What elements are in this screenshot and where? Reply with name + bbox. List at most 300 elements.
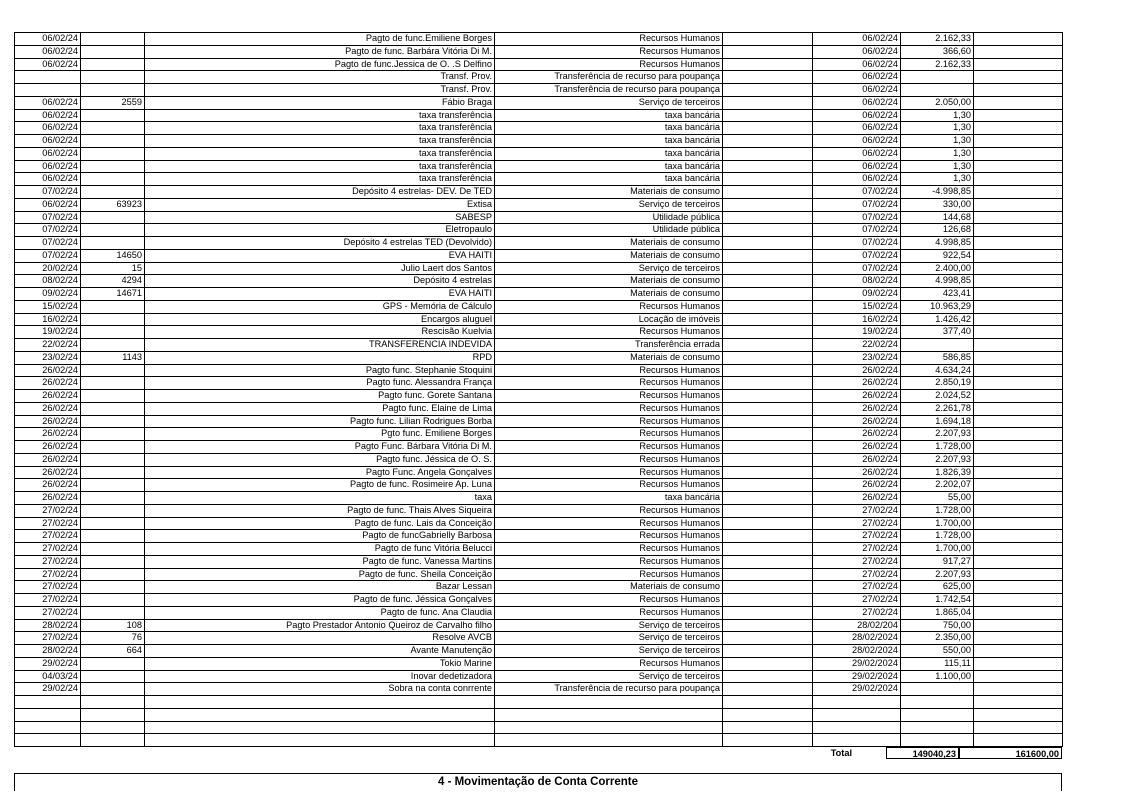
category-cell: Materiais de consumo (495, 288, 723, 301)
payment-date-cell: 07/02/24 (813, 262, 901, 275)
extra-cell (974, 364, 1063, 377)
doc-number-cell: 1143 (81, 351, 145, 364)
amount-cell (901, 696, 974, 709)
date-cell: 16/02/24 (15, 313, 81, 326)
extra-cell (974, 402, 1063, 415)
doc-number-cell (81, 300, 145, 313)
category-cell: Recursos Humanos (495, 479, 723, 492)
category-cell: Utilidade pública (495, 211, 723, 224)
amount-cell: 1.742,54 (901, 594, 974, 607)
description-cell: Pagto de func. Ana Claudia (145, 606, 495, 619)
amount-cell (901, 339, 974, 352)
extra-cell (974, 45, 1063, 58)
amount-cell: 2.207,93 (901, 453, 974, 466)
doc-number-cell (81, 453, 145, 466)
blank-cell (723, 492, 813, 505)
doc-number-cell (81, 71, 145, 84)
date-cell: 26/02/24 (15, 453, 81, 466)
date-cell: 26/02/24 (15, 415, 81, 428)
description-cell: EVA HAITI (145, 288, 495, 301)
payment-date-cell: 06/02/24 (813, 109, 901, 122)
blank-cell (723, 517, 813, 530)
blank-cell (723, 645, 813, 658)
category-cell: Recursos Humanos (495, 504, 723, 517)
extra-cell (974, 428, 1063, 441)
date-cell: 28/02/24 (15, 619, 81, 632)
date-cell: 26/02/24 (15, 390, 81, 403)
description-cell: RPD (145, 351, 495, 364)
category-cell: taxa bancária (495, 147, 723, 160)
payment-date-cell: 28/02/204 (813, 619, 901, 632)
doc-number-cell: 4294 (81, 275, 145, 288)
doc-number-cell (81, 734, 145, 747)
date-cell: 06/02/24 (15, 198, 81, 211)
category-cell: Recursos Humanos (495, 453, 723, 466)
description-cell: taxa transferência (145, 109, 495, 122)
table-row (15, 249, 1063, 262)
table-row (15, 45, 1063, 58)
category-cell: Recursos Humanos (495, 606, 723, 619)
description-cell: Fábio Braga (145, 96, 495, 109)
payment-date-cell: 26/02/24 (813, 364, 901, 377)
payment-date-cell: 07/02/24 (813, 224, 901, 237)
doc-number-cell: 76 (81, 632, 145, 645)
doc-number-cell (81, 683, 145, 696)
description-cell: Avante Manutenção (145, 645, 495, 658)
description-cell: Tokio Marine (145, 657, 495, 670)
date-cell: 06/02/24 (15, 109, 81, 122)
blank-cell (723, 619, 813, 632)
category-cell: taxa bancária (495, 109, 723, 122)
extra-cell (974, 530, 1063, 543)
date-cell: 07/02/24 (15, 249, 81, 262)
blank-cell (723, 696, 813, 709)
date-cell: 19/02/24 (15, 326, 81, 339)
category-cell (495, 708, 723, 721)
blank-cell (723, 288, 813, 301)
category-cell: Recursos Humanos (495, 364, 723, 377)
description-cell: Pagto de func. Sheila Conceição (145, 568, 495, 581)
category-cell: Serviço de terceiros (495, 619, 723, 632)
date-cell: 04/03/24 (15, 670, 81, 683)
payment-date-cell: 27/02/24 (813, 517, 901, 530)
description-cell: Pagto func. Gorete Santana (145, 390, 495, 403)
extra-cell (974, 71, 1063, 84)
doc-number-cell (81, 492, 145, 505)
table-row (15, 543, 1063, 556)
extra-cell (974, 58, 1063, 71)
blank-cell (723, 262, 813, 275)
date-cell: 27/02/24 (15, 632, 81, 645)
blank-cell (723, 543, 813, 556)
payment-date-cell: 07/02/24 (813, 237, 901, 250)
amount-cell: 2.162,33 (901, 58, 974, 71)
date-cell: 06/02/24 (15, 58, 81, 71)
category-cell: Recursos Humanos (495, 543, 723, 556)
extra-cell (974, 543, 1063, 556)
payment-date-cell: 16/02/24 (813, 313, 901, 326)
description-cell: Pagto func. Elaine de Lima (145, 402, 495, 415)
category-cell: Recursos Humanos (495, 377, 723, 390)
amount-cell: 4.998,85 (901, 275, 974, 288)
table-row (15, 708, 1063, 721)
category-cell: Recursos Humanos (495, 594, 723, 607)
description-cell: Extisa (145, 198, 495, 211)
category-cell: Serviço de terceiros (495, 670, 723, 683)
amount-cell: 625,00 (901, 581, 974, 594)
blank-cell (723, 530, 813, 543)
description-cell: Depósito 4 estrelas- DEV. De TED (145, 186, 495, 199)
doc-number-cell (81, 721, 145, 734)
blank-cell (723, 657, 813, 670)
amount-cell: 330,00 (901, 198, 974, 211)
doc-number-cell (81, 441, 145, 454)
blank-cell (723, 84, 813, 97)
blank-cell (723, 466, 813, 479)
total-label: Total (830, 748, 852, 758)
extra-cell (974, 198, 1063, 211)
table-row (15, 96, 1063, 109)
category-cell: Recursos Humanos (495, 390, 723, 403)
description-cell: Resolve AVCB (145, 632, 495, 645)
category-cell: Serviço de terceiros (495, 198, 723, 211)
description-cell: Pagto Func. Angela Gonçalves (145, 466, 495, 479)
extra-cell (974, 339, 1063, 352)
description-cell: Pagto func. Lilian Rodrigues Borba (145, 415, 495, 428)
extra-cell (974, 606, 1063, 619)
table-row (15, 313, 1063, 326)
doc-number-cell (81, 147, 145, 160)
doc-number-cell (81, 696, 145, 709)
blank-cell (723, 45, 813, 58)
extra-cell (974, 479, 1063, 492)
description-cell: Pagto de func Vitória Belucci (145, 543, 495, 556)
blank-cell (723, 58, 813, 71)
table-row (15, 581, 1063, 594)
extra-cell (974, 568, 1063, 581)
amount-cell: 1.728,00 (901, 504, 974, 517)
table-row (15, 71, 1063, 84)
description-cell: Pagto Prestador Antonio Queiroz de Carvalho filho (145, 619, 495, 632)
payment-date-cell: 06/02/24 (813, 147, 901, 160)
description-cell: Pgto func. Emiliene Borges (145, 428, 495, 441)
description-cell (145, 721, 495, 734)
description-cell: TRANSFERENCIA INDEVIDA (145, 339, 495, 352)
description-cell: Pagto func. Alessandra França (145, 377, 495, 390)
date-cell: 27/02/24 (15, 530, 81, 543)
extra-cell (974, 517, 1063, 530)
date-cell: 27/02/24 (15, 606, 81, 619)
date-cell: 15/02/24 (15, 300, 81, 313)
payment-date-cell: 29/02/2024 (813, 657, 901, 670)
description-cell: Depósito 4 estrelas TED (Devolvido) (145, 237, 495, 250)
payment-date-cell: 08/02/24 (813, 275, 901, 288)
date-cell (15, 721, 81, 734)
doc-number-cell (81, 45, 145, 58)
category-cell: taxa bancária (495, 160, 723, 173)
doc-number-cell (81, 364, 145, 377)
date-cell: 07/02/24 (15, 237, 81, 250)
category-cell: taxa bancária (495, 173, 723, 186)
amount-cell (901, 721, 974, 734)
date-cell: 27/02/24 (15, 581, 81, 594)
extra-cell (974, 237, 1063, 250)
date-cell: 27/02/24 (15, 555, 81, 568)
doc-number-cell (81, 568, 145, 581)
table-row (15, 696, 1063, 709)
doc-number-cell: 14650 (81, 249, 145, 262)
amount-cell: 2.162,33 (901, 33, 974, 46)
doc-number-cell (81, 504, 145, 517)
blank-cell (723, 504, 813, 517)
date-cell: 07/02/24 (15, 211, 81, 224)
date-cell: 07/02/24 (15, 224, 81, 237)
blank-cell (723, 71, 813, 84)
extra-cell (974, 84, 1063, 97)
blank-cell (723, 313, 813, 326)
date-cell: 06/02/24 (15, 135, 81, 148)
description-cell: Julio Laert dos Santos (145, 262, 495, 275)
amount-cell: 2.207,93 (901, 568, 974, 581)
payment-date-cell: 06/02/24 (813, 71, 901, 84)
blank-cell (723, 721, 813, 734)
category-cell: Recursos Humanos (495, 402, 723, 415)
amount-cell: 922,54 (901, 249, 974, 262)
extra-cell (974, 734, 1063, 747)
table-row (15, 364, 1063, 377)
category-cell: Recursos Humanos (495, 517, 723, 530)
payment-date-cell: 07/02/24 (813, 249, 901, 262)
extra-cell (974, 160, 1063, 173)
description-cell: Pagto de func.Emiliene Borges (145, 33, 495, 46)
date-cell: 29/02/24 (15, 683, 81, 696)
blank-cell (723, 135, 813, 148)
table-row (15, 237, 1063, 250)
table-row (15, 530, 1063, 543)
table-row (15, 33, 1063, 46)
category-cell: Recursos Humanos (495, 568, 723, 581)
amount-cell: 423,41 (901, 288, 974, 301)
description-cell: taxa transferência (145, 173, 495, 186)
blank-cell (723, 708, 813, 721)
doc-number-cell (81, 428, 145, 441)
description-cell: Depósito 4 estrelas (145, 275, 495, 288)
doc-number-cell (81, 517, 145, 530)
blank-cell (723, 351, 813, 364)
date-cell: 06/02/24 (15, 160, 81, 173)
table-row (15, 555, 1063, 568)
category-cell: Recursos Humanos (495, 300, 723, 313)
amount-cell: 1,30 (901, 173, 974, 186)
amount-cell: 2.400,00 (901, 262, 974, 275)
amount-cell: 2.207,93 (901, 428, 974, 441)
doc-number-cell (81, 135, 145, 148)
category-cell: Transferência de recurso para poupança (495, 71, 723, 84)
date-cell: 08/02/24 (15, 275, 81, 288)
payment-date-cell: 26/02/24 (813, 441, 901, 454)
extra-cell (974, 441, 1063, 454)
blank-cell (723, 555, 813, 568)
date-cell: 26/02/24 (15, 402, 81, 415)
table-row (15, 517, 1063, 530)
payment-date-cell: 06/02/24 (813, 84, 901, 97)
payment-date-cell: 26/02/24 (813, 390, 901, 403)
amount-cell: 366,60 (901, 45, 974, 58)
extra-cell (974, 211, 1063, 224)
doc-number-cell (81, 415, 145, 428)
blank-cell (723, 275, 813, 288)
blank-cell (723, 211, 813, 224)
amount-cell (901, 84, 974, 97)
category-cell (495, 721, 723, 734)
amount-cell: 1.700,00 (901, 517, 974, 530)
blank-cell (723, 479, 813, 492)
payment-date-cell: 06/02/24 (813, 96, 901, 109)
blank-cell (723, 300, 813, 313)
date-cell: 06/02/24 (15, 96, 81, 109)
doc-number-cell (81, 109, 145, 122)
doc-number-cell: 2559 (81, 96, 145, 109)
blank-cell (723, 377, 813, 390)
category-cell: Recursos Humanos (495, 45, 723, 58)
extra-cell (974, 683, 1063, 696)
extra-cell (974, 224, 1063, 237)
amount-cell: 1.728,00 (901, 530, 974, 543)
doc-number-cell (81, 122, 145, 135)
blank-cell (723, 568, 813, 581)
description-cell: Pagto de func. Vanessa Martins (145, 555, 495, 568)
table-row (15, 594, 1063, 607)
blank-cell (723, 109, 813, 122)
description-cell: taxa transferência (145, 147, 495, 160)
date-cell: 26/02/24 (15, 492, 81, 505)
payment-date-cell: 26/02/24 (813, 453, 901, 466)
table-row (15, 606, 1063, 619)
extra-cell (974, 351, 1063, 364)
doc-number-cell (81, 543, 145, 556)
amount-cell (901, 708, 974, 721)
payment-date-cell: 06/02/24 (813, 33, 901, 46)
description-cell: Bazar Lessan (145, 581, 495, 594)
amount-cell: 1.826,39 (901, 466, 974, 479)
doc-number-cell (81, 390, 145, 403)
description-cell: Encargos aluguel (145, 313, 495, 326)
doc-number-cell (81, 224, 145, 237)
blank-cell (723, 453, 813, 466)
category-cell: taxa bancária (495, 122, 723, 135)
category-cell: Materiais de consumo (495, 275, 723, 288)
amount-cell: 1.100,00 (901, 670, 974, 683)
extra-cell (974, 173, 1063, 186)
payment-date-cell (813, 708, 901, 721)
category-cell: Serviço de terceiros (495, 645, 723, 658)
extra-cell (974, 109, 1063, 122)
payment-date-cell: 26/02/24 (813, 479, 901, 492)
doc-number-cell (81, 173, 145, 186)
doc-number-cell: 15 (81, 262, 145, 275)
extra-cell (974, 326, 1063, 339)
date-cell: 06/02/24 (15, 147, 81, 160)
blank-cell (723, 415, 813, 428)
blank-cell (723, 147, 813, 160)
blank-cell (723, 96, 813, 109)
payment-date-cell: 27/02/24 (813, 581, 901, 594)
date-cell: 20/02/24 (15, 262, 81, 275)
payment-date-cell: 09/02/24 (813, 288, 901, 301)
description-cell: GPS - Memória de Cálculo (145, 300, 495, 313)
extra-cell (974, 696, 1063, 709)
extra-cell (974, 453, 1063, 466)
table-row (15, 670, 1063, 683)
table-row (15, 275, 1063, 288)
table-row (15, 504, 1063, 517)
table-row (15, 224, 1063, 237)
date-cell: 06/02/24 (15, 45, 81, 58)
table-row (15, 377, 1063, 390)
category-cell: Recursos Humanos (495, 466, 723, 479)
amount-cell: 1,30 (901, 160, 974, 173)
payment-date-cell (813, 734, 901, 747)
doc-number-cell (81, 84, 145, 97)
blank-cell (723, 122, 813, 135)
category-cell: Utilidade pública (495, 224, 723, 237)
table-row (15, 657, 1063, 670)
payment-date-cell: 19/02/24 (813, 326, 901, 339)
category-cell: Transferência de recurso para poupança (495, 84, 723, 97)
doc-number-cell (81, 555, 145, 568)
description-cell: Transf. Prov. (145, 71, 495, 84)
table-row (15, 568, 1063, 581)
blank-cell (723, 326, 813, 339)
amount-cell: 2.024,52 (901, 390, 974, 403)
extra-cell (974, 122, 1063, 135)
amount-cell: 1,30 (901, 122, 974, 135)
date-cell: 26/02/24 (15, 441, 81, 454)
table-row (15, 160, 1063, 173)
payment-date-cell: 29/02/2024 (813, 670, 901, 683)
amount-cell: 1.865,04 (901, 606, 974, 619)
doc-number-cell (81, 594, 145, 607)
category-cell: Recursos Humanos (495, 415, 723, 428)
description-cell: taxa transferência (145, 160, 495, 173)
payment-date-cell: 06/02/24 (813, 160, 901, 173)
category-cell: Materiais de consumo (495, 351, 723, 364)
payment-date-cell: 26/02/24 (813, 402, 901, 415)
category-cell: Materiais de consumo (495, 237, 723, 250)
table-row (15, 147, 1063, 160)
doc-number-cell (81, 466, 145, 479)
payment-date-cell: 26/02/24 (813, 466, 901, 479)
description-cell: Pagto Func. Bárbara Vitória Di M. (145, 441, 495, 454)
payment-date-cell: 22/02/24 (813, 339, 901, 352)
amount-cell: 1,30 (901, 135, 974, 148)
category-cell: Recursos Humanos (495, 428, 723, 441)
amount-cell: 2.350,00 (901, 632, 974, 645)
category-cell: Recursos Humanos (495, 326, 723, 339)
amount-cell (901, 71, 974, 84)
table-row (15, 339, 1063, 352)
doc-number-cell (81, 237, 145, 250)
description-cell: Pagto de func. Thais Alves Siqueira (145, 504, 495, 517)
table-row (15, 84, 1063, 97)
doc-number-cell: 108 (81, 619, 145, 632)
category-cell: Recursos Humanos (495, 58, 723, 71)
category-cell: Recursos Humanos (495, 555, 723, 568)
doc-number-cell (81, 339, 145, 352)
table-row (15, 122, 1063, 135)
blank-cell (723, 606, 813, 619)
date-cell: 06/02/24 (15, 173, 81, 186)
